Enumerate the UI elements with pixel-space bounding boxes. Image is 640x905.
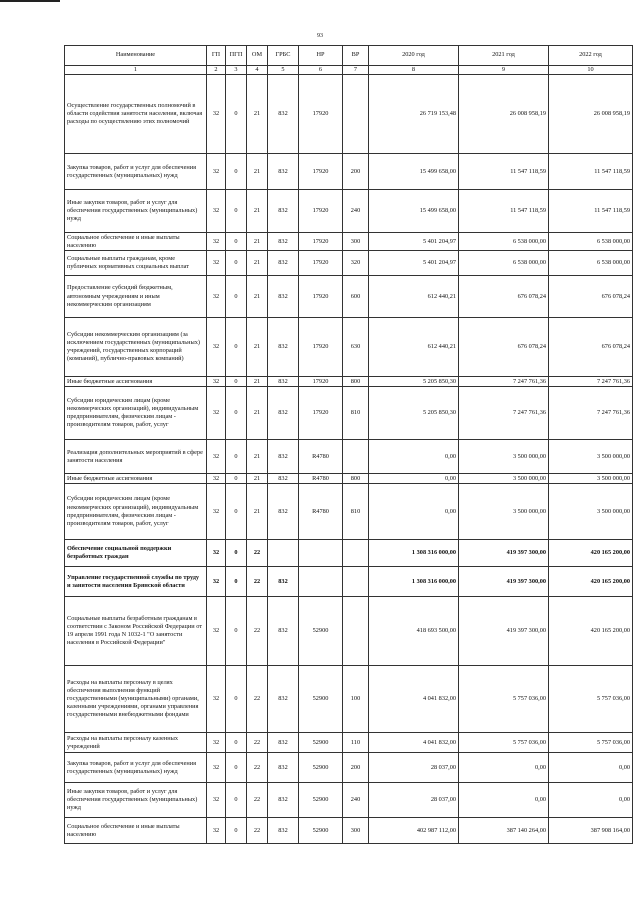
amount-2022-cell: 11 547 118,59 bbox=[549, 190, 633, 233]
amount-2022-cell: 3 500 000,00 bbox=[549, 474, 633, 484]
amount-2022-cell: 11 547 118,59 bbox=[549, 154, 633, 190]
vr-cell: 320 bbox=[343, 251, 369, 276]
nr-cell: 17920 bbox=[299, 276, 343, 318]
grbs-cell: 832 bbox=[268, 387, 299, 440]
column-number-cell: 7 bbox=[343, 66, 369, 75]
vr-cell: 630 bbox=[343, 318, 369, 377]
pgp-cell: 0 bbox=[226, 474, 247, 484]
nr-cell: 17920 bbox=[299, 251, 343, 276]
gp-cell: 32 bbox=[207, 567, 226, 597]
header-cell: ПГП bbox=[226, 46, 247, 66]
nr-cell: 52900 bbox=[299, 783, 343, 818]
amount-2021-cell: 419 397 300,00 bbox=[459, 597, 549, 666]
gp-cell: 32 bbox=[207, 251, 226, 276]
row-name-cell: Реализация дополнительных мероприятий в сфере занятости населения bbox=[65, 440, 207, 474]
nr-cell: R4780 bbox=[299, 440, 343, 474]
amount-2022-cell: 3 500 000,00 bbox=[549, 484, 633, 540]
table-row bbox=[65, 251, 633, 276]
gp-cell: 32 bbox=[207, 190, 226, 233]
table-subheader-row bbox=[65, 66, 633, 75]
table-row bbox=[65, 233, 633, 251]
row-name-cell: Субсидии некоммерческим организациям (за исключением государственных (муниципальных) учреждений, государственных корпораций (компаний), публично-правовых компаний) bbox=[65, 318, 207, 377]
vr-cell bbox=[343, 597, 369, 666]
amount-2020-cell: 5 401 204,97 bbox=[369, 233, 459, 251]
amount-2022-cell: 6 538 000,00 bbox=[549, 251, 633, 276]
nr-cell: 17920 bbox=[299, 387, 343, 440]
amount-2022-cell: 420 165 200,00 bbox=[549, 540, 633, 567]
amount-2021-cell: 7 247 761,36 bbox=[459, 387, 549, 440]
vr-cell: 100 bbox=[343, 666, 369, 733]
amount-2021-cell: 0,00 bbox=[459, 783, 549, 818]
om-cell: 21 bbox=[247, 318, 268, 377]
pgp-cell: 0 bbox=[226, 783, 247, 818]
table-row bbox=[65, 75, 633, 154]
grbs-cell: 832 bbox=[268, 733, 299, 753]
om-cell: 22 bbox=[247, 818, 268, 844]
grbs-cell: 832 bbox=[268, 597, 299, 666]
header-cell: ГП bbox=[207, 46, 226, 66]
amount-2022-cell: 7 247 761,36 bbox=[549, 377, 633, 387]
amount-2022-cell: 0,00 bbox=[549, 783, 633, 818]
amount-2020-cell: 5 205 850,30 bbox=[369, 377, 459, 387]
top-rule bbox=[0, 0, 60, 2]
pgp-cell: 0 bbox=[226, 318, 247, 377]
amount-2022-cell: 6 538 000,00 bbox=[549, 233, 633, 251]
header-cell: Наименование bbox=[65, 46, 207, 66]
row-name-cell: Расходы на выплаты персоналу в целях обеспечения выполнения функций государственными (муниципальными) органами, казенными учреждениями, органами управления государственными внебюджетными фондами bbox=[65, 666, 207, 733]
amount-2021-cell: 6 538 000,00 bbox=[459, 251, 549, 276]
vr-cell: 200 bbox=[343, 154, 369, 190]
pgp-cell: 0 bbox=[226, 190, 247, 233]
pgp-cell: 0 bbox=[226, 377, 247, 387]
om-cell: 21 bbox=[247, 251, 268, 276]
vr-cell bbox=[343, 540, 369, 567]
pgp-cell: 0 bbox=[226, 440, 247, 474]
row-name-cell: Осуществление государственных полномочий в области содействия занятости населения, включая расходы по осуществлению этих полномочий bbox=[65, 75, 207, 154]
pgp-cell: 0 bbox=[226, 233, 247, 251]
row-name-cell: Расходы на выплаты персоналу казенных учреждений bbox=[65, 733, 207, 753]
gp-cell: 32 bbox=[207, 474, 226, 484]
column-number-cell: 9 bbox=[459, 66, 549, 75]
amount-2021-cell: 676 078,24 bbox=[459, 318, 549, 377]
amount-2021-cell: 11 547 118,59 bbox=[459, 154, 549, 190]
column-number-cell: 8 bbox=[369, 66, 459, 75]
pgp-cell: 0 bbox=[226, 818, 247, 844]
amount-2022-cell: 676 078,24 bbox=[549, 276, 633, 318]
om-cell: 22 bbox=[247, 783, 268, 818]
nr-cell bbox=[299, 540, 343, 567]
grbs-cell: 832 bbox=[268, 666, 299, 733]
om-cell: 21 bbox=[247, 75, 268, 154]
table-row bbox=[65, 818, 633, 844]
grbs-cell: 832 bbox=[268, 567, 299, 597]
gp-cell: 32 bbox=[207, 377, 226, 387]
row-name-cell: Субсидии юридическим лицам (кроме некоммерческих организаций), индивидуальным предпринимателям, физическим лицам - производителям товаров, работ, услуг bbox=[65, 484, 207, 540]
row-name-cell: Социальное обеспечение и иные выплаты населению bbox=[65, 818, 207, 844]
gp-cell: 32 bbox=[207, 440, 226, 474]
grbs-cell: 832 bbox=[268, 377, 299, 387]
amount-2022-cell: 3 500 000,00 bbox=[549, 440, 633, 474]
vr-cell: 800 bbox=[343, 474, 369, 484]
nr-cell: R4780 bbox=[299, 474, 343, 484]
gp-cell: 32 bbox=[207, 276, 226, 318]
om-cell: 22 bbox=[247, 597, 268, 666]
nr-cell: 52900 bbox=[299, 597, 343, 666]
nr-cell: 52900 bbox=[299, 666, 343, 733]
row-name-cell: Закупка товаров, работ и услуг для обеспечения государственных (муниципальных) нужд bbox=[65, 753, 207, 783]
grbs-cell: 832 bbox=[268, 474, 299, 484]
table-row bbox=[65, 190, 633, 233]
grbs-cell: 832 bbox=[268, 818, 299, 844]
column-number-cell: 10 bbox=[549, 66, 633, 75]
gp-cell: 32 bbox=[207, 387, 226, 440]
row-name-cell: Иные закупки товаров, работ и услуг для обеспечения государственных (муниципальных) нужд bbox=[65, 190, 207, 233]
table-row bbox=[65, 276, 633, 318]
grbs-cell: 832 bbox=[268, 75, 299, 154]
vr-cell bbox=[343, 440, 369, 474]
vr-cell: 300 bbox=[343, 818, 369, 844]
amount-2020-cell: 5 401 204,97 bbox=[369, 251, 459, 276]
amount-2020-cell: 15 499 658,00 bbox=[369, 190, 459, 233]
amount-2020-cell: 28 037,00 bbox=[369, 783, 459, 818]
pgp-cell: 0 bbox=[226, 484, 247, 540]
gp-cell: 32 bbox=[207, 783, 226, 818]
grbs-cell: 832 bbox=[268, 190, 299, 233]
column-number-cell: 1 bbox=[65, 66, 207, 75]
pgp-cell: 0 bbox=[226, 733, 247, 753]
om-cell: 22 bbox=[247, 567, 268, 597]
amount-2022-cell: 420 165 200,00 bbox=[549, 597, 633, 666]
nr-cell: 52900 bbox=[299, 818, 343, 844]
table-row bbox=[65, 733, 633, 753]
pgp-cell: 0 bbox=[226, 753, 247, 783]
table-row bbox=[65, 540, 633, 567]
vr-cell: 200 bbox=[343, 753, 369, 783]
amount-2021-cell: 5 757 036,00 bbox=[459, 666, 549, 733]
amount-2020-cell: 26 719 153,48 bbox=[369, 75, 459, 154]
column-number-cell: 3 bbox=[226, 66, 247, 75]
om-cell: 22 bbox=[247, 733, 268, 753]
amount-2020-cell: 418 693 500,00 bbox=[369, 597, 459, 666]
row-name-cell: Обеспечение социальной поддержки безработных граждан bbox=[65, 540, 207, 567]
om-cell: 21 bbox=[247, 154, 268, 190]
vr-cell bbox=[343, 75, 369, 154]
amount-2021-cell: 3 500 000,00 bbox=[459, 440, 549, 474]
om-cell: 21 bbox=[247, 474, 268, 484]
row-name-cell: Управление государственной службы по труду и занятости населения Брянской области bbox=[65, 567, 207, 597]
nr-cell: 17920 bbox=[299, 377, 343, 387]
amount-2020-cell: 15 499 658,00 bbox=[369, 154, 459, 190]
nr-cell: 17920 bbox=[299, 75, 343, 154]
pgp-cell: 0 bbox=[226, 75, 247, 154]
row-name-cell: Предоставление субсидий бюджетным, автономным учреждениям и иным некоммерческим организациям bbox=[65, 276, 207, 318]
amount-2020-cell: 0,00 bbox=[369, 440, 459, 474]
amount-2022-cell: 0,00 bbox=[549, 753, 633, 783]
gp-cell: 32 bbox=[207, 484, 226, 540]
column-number-cell: 6 bbox=[299, 66, 343, 75]
table-row bbox=[65, 318, 633, 377]
amount-2022-cell: 387 908 164,00 bbox=[549, 818, 633, 844]
grbs-cell: 832 bbox=[268, 154, 299, 190]
vr-cell: 300 bbox=[343, 233, 369, 251]
row-name-cell: Субсидии юридическим лицам (кроме некоммерческих организаций), индивидуальным предпринимателям, физическим лицам - производителям товаров, работ, услуг bbox=[65, 387, 207, 440]
gp-cell: 32 bbox=[207, 753, 226, 783]
amount-2022-cell: 7 247 761,36 bbox=[549, 387, 633, 440]
grbs-cell: 832 bbox=[268, 753, 299, 783]
amount-2021-cell: 419 397 300,00 bbox=[459, 540, 549, 567]
grbs-cell: 832 bbox=[268, 440, 299, 474]
vr-cell: 600 bbox=[343, 276, 369, 318]
vr-cell bbox=[343, 567, 369, 597]
amount-2021-cell: 3 500 000,00 bbox=[459, 484, 549, 540]
grbs-cell: 832 bbox=[268, 783, 299, 818]
row-name-cell: Иные бюджетные ассигнования bbox=[65, 474, 207, 484]
om-cell: 21 bbox=[247, 276, 268, 318]
table-row bbox=[65, 377, 633, 387]
row-name-cell: Иные бюджетные ассигнования bbox=[65, 377, 207, 387]
table-row bbox=[65, 597, 633, 666]
table-row bbox=[65, 440, 633, 474]
pgp-cell: 0 bbox=[226, 276, 247, 318]
table-row bbox=[65, 567, 633, 597]
table-row bbox=[65, 474, 633, 484]
amount-2022-cell: 5 757 036,00 bbox=[549, 666, 633, 733]
grbs-cell: 832 bbox=[268, 484, 299, 540]
om-cell: 21 bbox=[247, 190, 268, 233]
nr-cell bbox=[299, 567, 343, 597]
table-header-row bbox=[65, 46, 633, 66]
gp-cell: 32 bbox=[207, 154, 226, 190]
pgp-cell: 0 bbox=[226, 666, 247, 733]
amount-2021-cell: 11 547 118,59 bbox=[459, 190, 549, 233]
amount-2021-cell: 6 538 000,00 bbox=[459, 233, 549, 251]
amount-2022-cell: 5 757 036,00 bbox=[549, 733, 633, 753]
table-row bbox=[65, 666, 633, 733]
header-cell: 2022 год bbox=[549, 46, 633, 66]
pgp-cell: 0 bbox=[226, 597, 247, 666]
amount-2022-cell: 26 008 958,19 bbox=[549, 75, 633, 154]
vr-cell: 240 bbox=[343, 190, 369, 233]
row-name-cell: Социальные выплаты безработным гражданам в соответствии с Законом Российской Федерации от 19 апреля 1991 года N 1032-1 "О занятости населения в Российской Федерации" bbox=[65, 597, 207, 666]
gp-cell: 32 bbox=[207, 540, 226, 567]
om-cell: 22 bbox=[247, 666, 268, 733]
grbs-cell: 832 bbox=[268, 251, 299, 276]
amount-2020-cell: 5 205 850,30 bbox=[369, 387, 459, 440]
gp-cell: 32 bbox=[207, 318, 226, 377]
om-cell: 21 bbox=[247, 440, 268, 474]
header-cell: ВР bbox=[343, 46, 369, 66]
amount-2020-cell: 1 308 316 000,00 bbox=[369, 540, 459, 567]
amount-2021-cell: 387 140 264,00 bbox=[459, 818, 549, 844]
om-cell: 21 bbox=[247, 377, 268, 387]
pgp-cell: 0 bbox=[226, 154, 247, 190]
om-cell: 22 bbox=[247, 753, 268, 783]
page-number: 93 bbox=[317, 33, 323, 39]
om-cell: 21 bbox=[247, 484, 268, 540]
amount-2020-cell: 402 987 112,00 bbox=[369, 818, 459, 844]
amount-2020-cell: 4 041 832,00 bbox=[369, 666, 459, 733]
row-name-cell: Социальное обеспечение и иные выплаты населению bbox=[65, 233, 207, 251]
amount-2020-cell: 1 308 316 000,00 bbox=[369, 567, 459, 597]
amount-2020-cell: 612 440,21 bbox=[369, 318, 459, 377]
row-name-cell: Иные закупки товаров, работ и услуг для обеспечения государственных (муниципальных) нужд bbox=[65, 783, 207, 818]
amount-2022-cell: 420 165 200,00 bbox=[549, 567, 633, 597]
header-cell: ГРБС bbox=[268, 46, 299, 66]
table-body bbox=[65, 75, 633, 844]
gp-cell: 32 bbox=[207, 818, 226, 844]
vr-cell: 800 bbox=[343, 377, 369, 387]
amount-2020-cell: 4 041 832,00 bbox=[369, 733, 459, 753]
pgp-cell: 0 bbox=[226, 567, 247, 597]
nr-cell: 52900 bbox=[299, 753, 343, 783]
amount-2022-cell: 676 078,24 bbox=[549, 318, 633, 377]
vr-cell: 110 bbox=[343, 733, 369, 753]
table-row bbox=[65, 484, 633, 540]
pgp-cell: 0 bbox=[226, 387, 247, 440]
header-cell: НР bbox=[299, 46, 343, 66]
table-row bbox=[65, 753, 633, 783]
row-name-cell: Закупка товаров, работ и услуг для обеспечения государственных (муниципальных) нужд bbox=[65, 154, 207, 190]
nr-cell: 17920 bbox=[299, 233, 343, 251]
amount-2021-cell: 7 247 761,36 bbox=[459, 377, 549, 387]
row-name-cell: Социальные выплаты гражданам, кроме публичных нормативных социальных выплат bbox=[65, 251, 207, 276]
amount-2021-cell: 0,00 bbox=[459, 753, 549, 783]
grbs-cell: 832 bbox=[268, 276, 299, 318]
amount-2020-cell: 0,00 bbox=[369, 484, 459, 540]
nr-cell: R4780 bbox=[299, 484, 343, 540]
nr-cell: 52900 bbox=[299, 733, 343, 753]
om-cell: 22 bbox=[247, 540, 268, 567]
grbs-cell: 832 bbox=[268, 233, 299, 251]
gp-cell: 32 bbox=[207, 233, 226, 251]
gp-cell: 32 bbox=[207, 666, 226, 733]
table-row bbox=[65, 154, 633, 190]
nr-cell: 17920 bbox=[299, 318, 343, 377]
grbs-cell bbox=[268, 540, 299, 567]
column-number-cell: 2 bbox=[207, 66, 226, 75]
amount-2020-cell: 612 440,21 bbox=[369, 276, 459, 318]
amount-2020-cell: 28 037,00 bbox=[369, 753, 459, 783]
nr-cell: 17920 bbox=[299, 154, 343, 190]
table-row bbox=[65, 783, 633, 818]
amount-2021-cell: 26 008 958,19 bbox=[459, 75, 549, 154]
pgp-cell: 0 bbox=[226, 251, 247, 276]
gp-cell: 32 bbox=[207, 733, 226, 753]
amount-2021-cell: 419 397 300,00 bbox=[459, 567, 549, 597]
column-number-cell: 4 bbox=[247, 66, 268, 75]
budget-table bbox=[64, 45, 633, 844]
amount-2020-cell: 0,00 bbox=[369, 474, 459, 484]
header-cell: 2021 год bbox=[459, 46, 549, 66]
amount-2021-cell: 3 500 000,00 bbox=[459, 474, 549, 484]
vr-cell: 810 bbox=[343, 387, 369, 440]
header-cell: ОМ bbox=[247, 46, 268, 66]
pgp-cell: 0 bbox=[226, 540, 247, 567]
amount-2021-cell: 5 757 036,00 bbox=[459, 733, 549, 753]
column-number-cell: 5 bbox=[268, 66, 299, 75]
gp-cell: 32 bbox=[207, 75, 226, 154]
table-row bbox=[65, 387, 633, 440]
om-cell: 21 bbox=[247, 233, 268, 251]
vr-cell: 240 bbox=[343, 783, 369, 818]
gp-cell: 32 bbox=[207, 597, 226, 666]
nr-cell: 17920 bbox=[299, 190, 343, 233]
om-cell: 21 bbox=[247, 387, 268, 440]
header-cell: 2020 год bbox=[369, 46, 459, 66]
amount-2021-cell: 676 078,24 bbox=[459, 276, 549, 318]
vr-cell: 810 bbox=[343, 484, 369, 540]
grbs-cell: 832 bbox=[268, 318, 299, 377]
